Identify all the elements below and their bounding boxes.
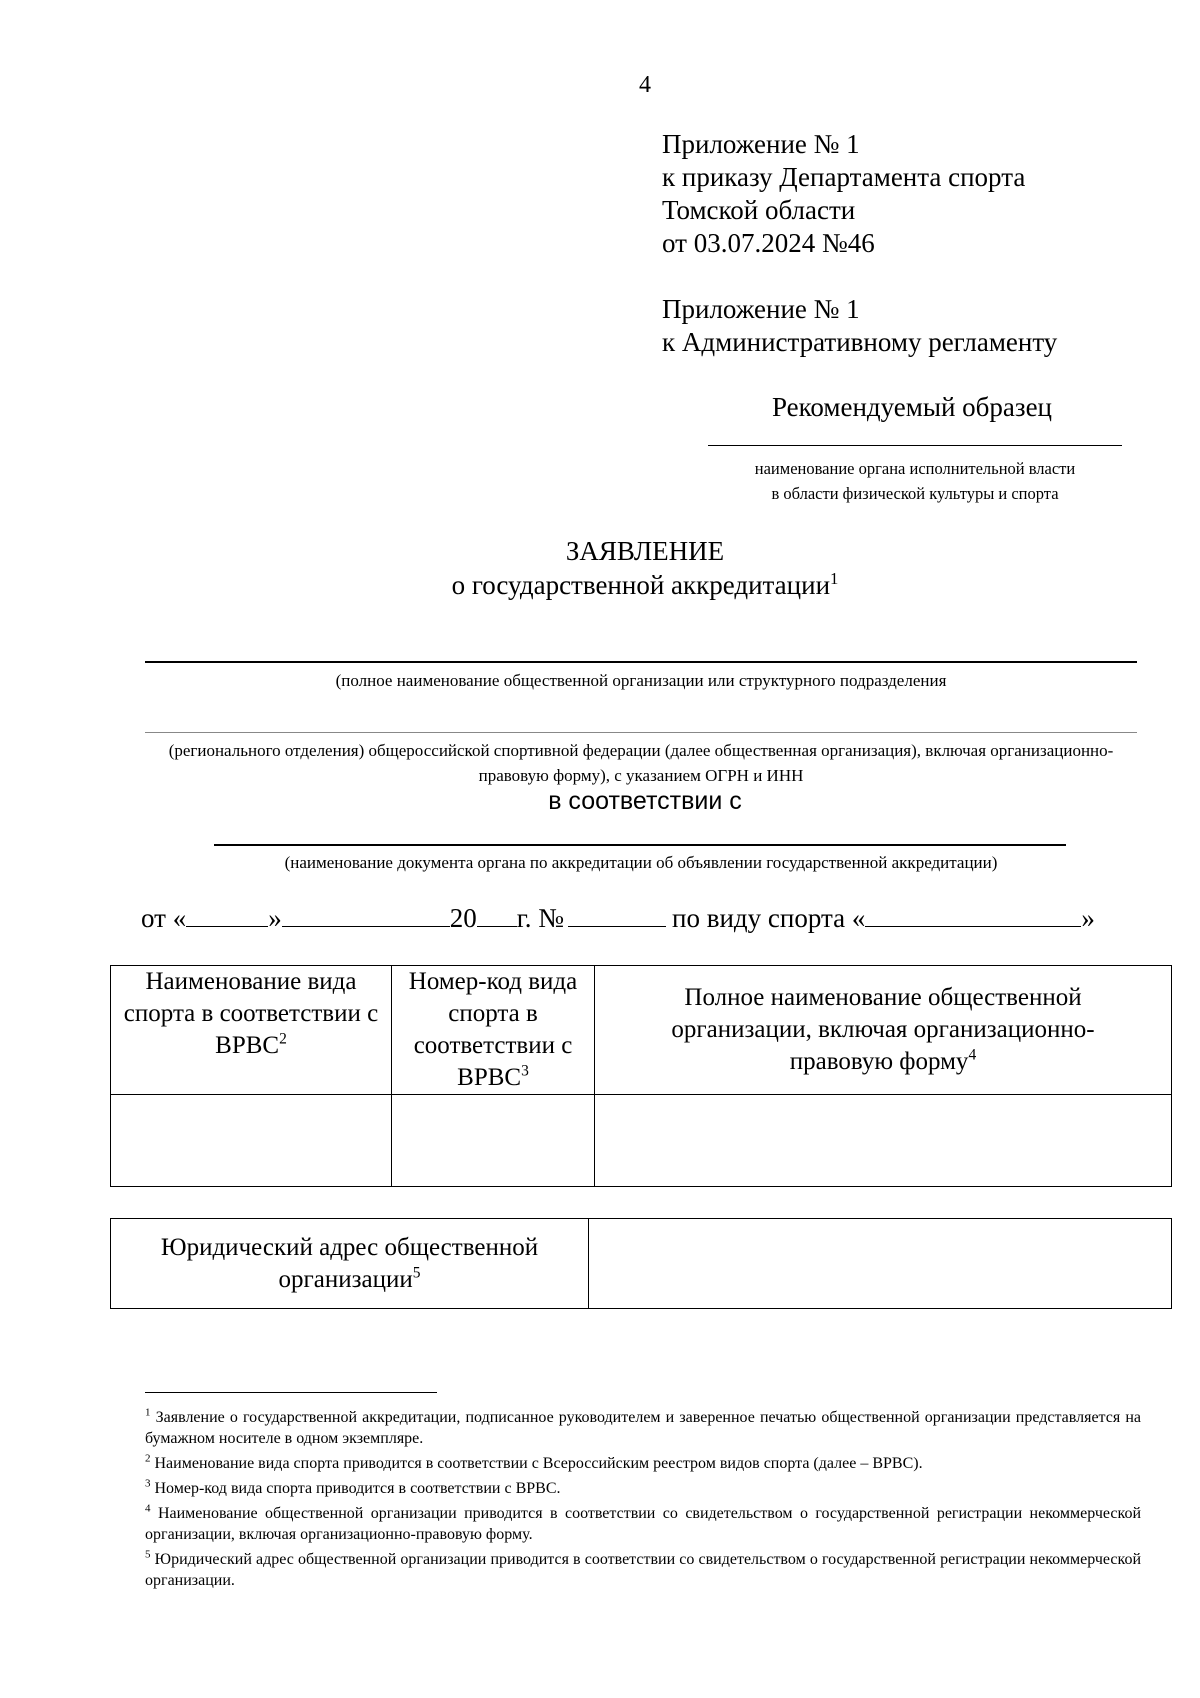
- footnote-ref: 2: [279, 1030, 287, 1048]
- doc-caption: (наименование документа органа по аккредитации об объявлении государственной аккредитации): [284, 853, 998, 872]
- document-name-line[interactable]: [214, 844, 1066, 846]
- authority-name-line[interactable]: [708, 445, 1122, 446]
- day-field[interactable]: [186, 904, 268, 927]
- authority-caption-line2: в области физической культуры и спорта: [771, 484, 1059, 503]
- header-sport-name: Наименование вида спорта в соответствии с ВРВС$^2$: [111, 966, 392, 1095]
- appendix-regulation-block: [662, 293, 1057, 359]
- table-header-row: [111, 966, 1172, 1095]
- org-name-line-2[interactable]: [145, 732, 1137, 733]
- org-caption-2: (регионального отделения) общероссийской спортивной федерации (далее общественная организация), включая организационно-правовую форму), с указанием ОГРН и ИНН: [168, 741, 1114, 785]
- footnote-ref: 1: [830, 569, 839, 588]
- accordance-label: в соответствии с: [548, 787, 742, 815]
- appendix-order-line: от 03.07.2024 №46: [662, 228, 875, 258]
- from-label: от «: [141, 903, 187, 933]
- sport-field[interactable]: [865, 904, 1081, 927]
- header-sport-code: Номер-код вида спорта в соответствии с ВРВС$^3$: [392, 966, 595, 1095]
- appendix-regulation-line: к Административному регламенту: [662, 327, 1058, 357]
- year-field[interactable]: [477, 904, 517, 927]
- address-value[interactable]: [589, 1219, 1172, 1309]
- footnote: $^4$ Наименование общественной организации приводится в соответствии со свидетельством о государственной регистрации некоммерческой организации, включая организационно-правовую форму.: [145, 1502, 1142, 1543]
- month-field[interactable]: [282, 904, 450, 927]
- footnote-ref: 5: [412, 1264, 421, 1282]
- document-title: ЗАЯВЛЕНИЕ: [565, 536, 725, 566]
- org-name-line[interactable]: [145, 661, 1137, 663]
- address-label: Юридический адрес общественной организации$^5$: [111, 1219, 589, 1309]
- footnote: $^3$ Номер-код вида спорта приводится в соответствии с ВРВС.: [145, 1477, 561, 1497]
- header-org-full-name: Полное наименование общественной организации, включая организационно-правовую форму$^4$: [595, 966, 1172, 1095]
- footnote-ref: 3: [521, 1062, 529, 1080]
- date-number-line: [141, 903, 1153, 934]
- appendix-order-block: [662, 128, 1025, 260]
- sport-info-table: [110, 965, 1172, 1187]
- document-subtitle-text: о государственной аккредитации: [451, 570, 831, 600]
- authority-caption: [700, 456, 1130, 506]
- footnote: $^2$ Наименование вида спорта приводится в соответствии с Всероссийским реестром видов спорта (далее – ВРВС).: [145, 1452, 923, 1472]
- year-prefix: 20: [449, 903, 477, 933]
- org-caption-1: (полное наименование общественной организации или структурного подразделения: [335, 671, 947, 690]
- appendix-order-line: к приказу Департамента спорта: [662, 162, 1026, 192]
- address-row: [111, 1219, 1172, 1309]
- footnotes: [145, 1407, 1141, 1595]
- number-field[interactable]: [568, 904, 666, 927]
- footnote: $^1$ Заявление о государственной аккредитации, подписанное руководителем и заверенное печатью общественной организации представляется на бумажном носителе в одном экземпляре.: [145, 1406, 1141, 1447]
- authority-caption-line1: наименование органа исполнительной власти: [754, 459, 1076, 478]
- cell-org-full-name[interactable]: [595, 1095, 1172, 1187]
- document-subtitle: [0, 570, 1200, 601]
- end-quote: »: [1081, 903, 1095, 933]
- appendix-regulation-line: Приложение № 1: [662, 294, 860, 324]
- footnote: $^5$ Юридический адрес общественной организации приводится в соответствии со свидетельством о государственной регистрации некоммерческой организации.: [145, 1548, 1142, 1589]
- footnote-ref: 4: [968, 1046, 977, 1064]
- cell-sport-code[interactable]: [392, 1095, 595, 1187]
- page-number: 4: [639, 72, 651, 98]
- cell-sport-name[interactable]: [111, 1095, 392, 1187]
- appendix-order-line: Приложение № 1: [662, 129, 860, 159]
- address-table: [110, 1218, 1172, 1309]
- close-quote: »: [268, 903, 282, 933]
- table-row: [111, 1095, 1172, 1187]
- appendix-order-line: Томской области: [662, 195, 856, 225]
- footnote-separator: [145, 1392, 437, 1393]
- sport-label: по виду спорта «: [672, 903, 866, 933]
- recommended-sample-label: Рекомендуемый образец: [772, 392, 1053, 422]
- number-label: г. №: [516, 903, 564, 933]
